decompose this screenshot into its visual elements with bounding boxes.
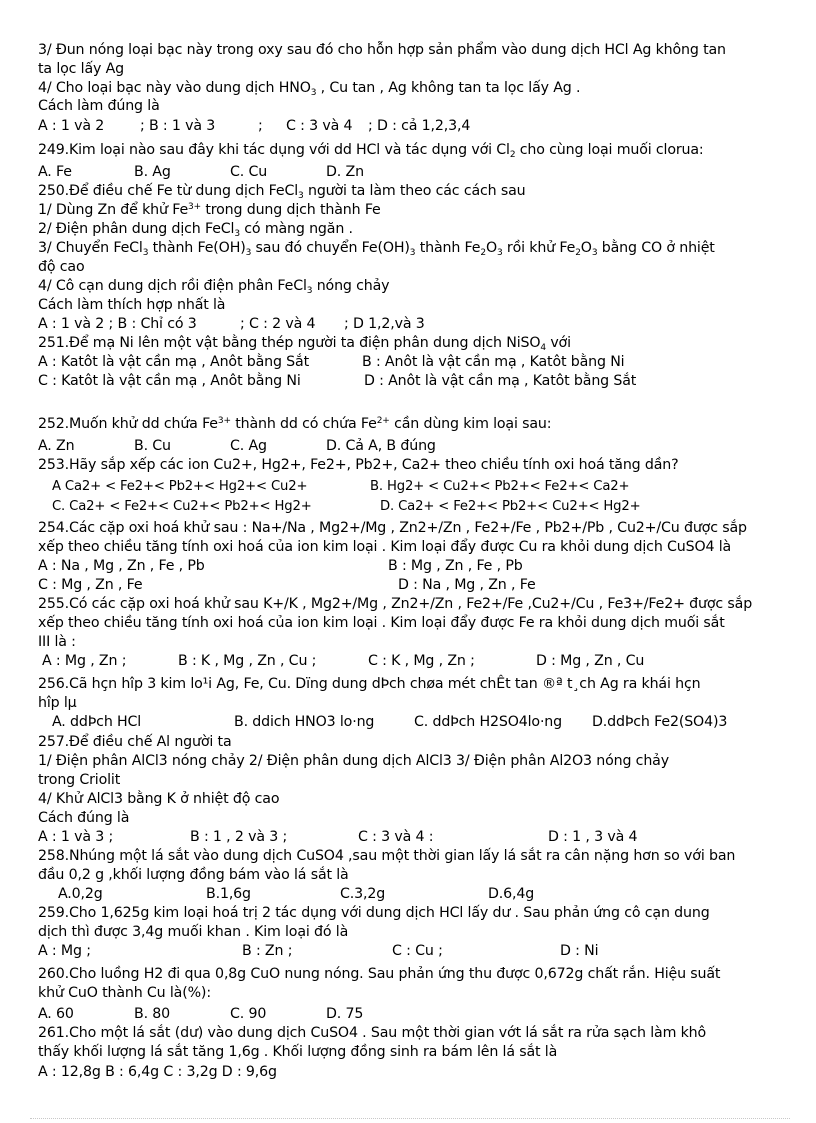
answer-option: A.0,2g — [58, 886, 103, 902]
answer-option: A : Na , Mg , Zn , Fe , Pb — [38, 558, 205, 574]
answer-option: D. Zn — [326, 164, 364, 180]
question-line: 250.Để điều chế Fe từ dung dịch FeCl$_3$ người ta làm theo các cách sau — [38, 183, 526, 201]
text-line: đầu 0,2 g ,khối lượng đồng bám vào lá sắt là — [38, 867, 349, 883]
page-bottom-border — [30, 1118, 790, 1119]
answer-option: B : Zn ; — [242, 943, 293, 959]
text-line: 1/ Dùng Zn để khử $Fe^{3+}$ trong dung dịch thành Fe — [38, 202, 381, 218]
answer-option: A : 1 và 3 ; — [38, 829, 114, 845]
answer-option: C. ddÞch H2SO4lo·ng — [414, 714, 562, 730]
text-line: dịch thì được 3,4g muối khan . Kim loại đó là — [38, 924, 349, 940]
answer-option: D. Cả A, B đúng — [326, 438, 436, 454]
text-line: 3/ Đun nóng loại bạc này trong oxy sau đó cho hỗn hợp sản phẩm vào dung dịch HCl Ag không tan — [38, 42, 726, 58]
answer-option: C : Katôt là vật cần mạ , Anôt bằng Ni — [38, 373, 301, 389]
answer-option: ; D : cả 1,2,3,4 — [368, 118, 471, 134]
answer-option: C : Mg , Zn , Fe — [38, 577, 143, 593]
answer-option: A Ca2+ < Fe2+< Pb2+< Hg2+< Cu2+ — [52, 479, 308, 494]
answer-option: B. ddich HNO3 lo·ng — [234, 714, 375, 730]
text-line: trong Criolit — [38, 772, 121, 788]
text-line: 2/ Điện phân dung dịch FeCl$_3$ có màng ngăn . — [38, 221, 353, 239]
answer-option: ; D 1,2,và 3 — [344, 316, 425, 332]
answer-option: D.6,4g — [488, 886, 535, 902]
answer-option: C. 90 — [230, 1006, 267, 1022]
answer-option: B : K , Mg , Zn , Cu ; — [178, 653, 317, 669]
question-line: 253.Hãy sắp xếp các ion Cu2+, Hg2+, Fe2+, Pb2+, Ca2+ theo chiều tính oxi hoá tăng dần? — [38, 457, 679, 473]
answer-option: D. Ca2+ < Fe2+< Pb2+< Cu2+< Hg2+ — [380, 499, 641, 514]
answer-option: A : Mg ; — [38, 943, 91, 959]
answer-option: C. Cu — [230, 164, 268, 180]
text-line: khử CuO thành Cu là(%): — [38, 985, 211, 1001]
text-line: thấy khối lượng lá sắt tăng 1,6g . Khối lượng đồng sinh ra bám lên lá sắt là — [38, 1044, 558, 1060]
answer-option: A : 1 và 2 ; B : Chỉ có 3 — [38, 316, 197, 332]
answer-option: A : Mg , Zn ; — [42, 653, 127, 669]
answer-option: C. Ag — [230, 438, 267, 454]
answer-option: C.3,2g — [340, 886, 386, 902]
question-line: 257.Để điều chế Al người ta — [38, 734, 232, 750]
answer-option: A : 1 và 2 — [38, 118, 105, 134]
answer-option: C : 3 và 4 — [286, 118, 353, 134]
answer-option: C : 3 và 4 : — [358, 829, 434, 845]
question-line: 261.Cho một lá sắt (dư) vào dung dịch CuSO4 . Sau một thời gian vớt lá sắt ra rửa sạch làm khô — [38, 1025, 707, 1041]
answer-option: B. Cu — [134, 438, 171, 454]
answer-option: D : Na , Mg , Zn , Fe — [398, 577, 536, 593]
question-line: 259.Cho 1,625g kim loại hoá trị 2 tác dụng với dung dịch HCl lấy dư . Sau phản ứng cô cạn dung — [38, 905, 710, 921]
answer-option: ; B : 1 và 3 — [140, 118, 216, 134]
answer-option: B : Mg , Zn , Fe , Pb — [388, 558, 523, 574]
answer-option: C : Cu ; — [392, 943, 443, 959]
text-line: 4/ Cô cạn dung dịch rồi điện phân FeCl$_3$ nóng chảy — [38, 278, 390, 296]
text-line: Cách làm đúng là — [38, 98, 160, 114]
answer-option: D : 1 , 3 và 4 — [548, 829, 638, 845]
answer-option: B. Ag — [134, 164, 171, 180]
answer-option: A. Fe — [38, 164, 72, 180]
answer-option: A. 60 — [38, 1006, 74, 1022]
text-line: Cách đúng là — [38, 810, 130, 826]
answer-option: D : Ni — [560, 943, 599, 959]
answer-option: D. 75 — [326, 1006, 364, 1022]
answer-option: D : Mg , Zn , Cu — [536, 653, 645, 669]
answer-option: B : Anôt là vật cần mạ , Katôt bằng Ni — [362, 354, 625, 370]
question-line: 256.Cã hçn hîp 3 kim lo¹i Ag, Fe, Cu. Dïng dung dÞch chøa mét chÊt tan ®ª t¸ch Ag ra khái hçn — [38, 676, 701, 692]
answer-option: ; — [258, 118, 263, 134]
answer-option: D.ddÞch Fe2(SO4)3 — [592, 714, 728, 730]
answer-option: A. Zn — [38, 438, 75, 454]
text-line: xếp theo chiều tăng tính oxi hoá của ion kim loại . Kim loại đẩy được Cu ra khỏi dung dịch CuSO4 là — [38, 539, 732, 555]
text-line: Cách làm thích hợp nhất là — [38, 297, 226, 313]
text-line: 3/ Chuyển FeCl$_3$ thành $Fe(OH)_3$ sau đó chuyển $Fe(OH)_3$ thành $Fe_2O_3$ rồi khử $Fe_2O_3$ bằng CO ở nhiệt — [38, 240, 715, 258]
text-line: ta lọc lấy Ag — [38, 61, 125, 77]
answer-option: B.1,6g — [206, 886, 251, 902]
answer-option: A. ddÞch HCl — [52, 714, 142, 730]
answer-option: B. 80 — [134, 1006, 171, 1022]
text-line: 1/ Điện phân AlCl3 nóng chảy 2/ Điện phân dung dịch AlCl3 3/ Điện phân Al2O3 nóng chảy — [38, 753, 669, 769]
answer-options: A : 12,8g B : 6,4g C : 3,2g D : 9,6g — [38, 1064, 277, 1080]
question-line: 252.Muốn khử dd chứa $Fe^{3+}$ thành dd có chứa $Fe^{2+}$ cần dùng kim loại sau: — [38, 416, 552, 432]
question-line: 249.Kim loại nào sau đây khi tác dụng với dd HCl và tác dụng với $Cl_2$ cho cùng loại muối clorua: — [38, 142, 704, 160]
text-line: độ cao — [38, 259, 85, 275]
question-line: 258.Nhúng một lá sắt vào dung dịch CuSO4 ,sau một thời gian lấy lá sắt ra cân nặng hơn so với ban — [38, 848, 736, 864]
answer-option: B. Hg2+ < Cu2+< Pb2+< Fe2+< Ca2+ — [370, 479, 630, 494]
question-line: 254.Các cặp oxi hoá khử sau : Na+/Na , Mg2+/Mg , Zn2+/Zn , Fe2+/Fe , Pb2+/Pb , Cu2+/Cu được sắp — [38, 520, 747, 536]
answer-option: C. Ca2+ < Fe2+< Cu2+< Pb2+< Hg2+ — [52, 499, 312, 514]
question-line: 255.Có các cặp oxi hoá khử sau K+/K , Mg2+/Mg , Zn2+/Zn , Fe2+/Fe ,Cu2+/Cu , Fe3+/Fe2+ được sắp — [38, 596, 753, 612]
text-line: 4/ Khử AlCl3 bằng K ở nhiệt độ cao — [38, 791, 280, 807]
text-line: xếp theo chiều tăng tính oxi hoá của ion kim loại . Kim loại đẩy được Fe ra khỏi dung dịch muối sắt — [38, 615, 725, 631]
question-line: 260.Cho luồng H2 đi qua 0,8g CuO nung nóng. Sau phản ứng thu được 0,672g chất rắn. Hiệu suất — [38, 966, 721, 982]
text-line: III là : — [38, 634, 76, 650]
text-line: 4/ Cho loại bạc này vào dung dịch $HNO_3$ , Cu tan , Ag không tan ta lọc lấy Ag . — [38, 80, 581, 98]
answer-option: B : 1 , 2 và 3 ; — [190, 829, 288, 845]
answer-option: D : Anôt là vật cần mạ , Katôt bằng Sắt — [364, 373, 637, 389]
answer-option: C : K , Mg , Zn ; — [368, 653, 475, 669]
text-line: hîp lµ — [38, 695, 77, 711]
answer-option: ; C : 2 và 4 — [240, 316, 316, 332]
answer-option: A : Katôt là vật cần mạ , Anôt bằng Sắt — [38, 354, 309, 370]
question-line: 251.Để mạ Ni lên một vật bằng thép người ta điện phân dung dịch NiSO$_4$ với — [38, 335, 571, 353]
